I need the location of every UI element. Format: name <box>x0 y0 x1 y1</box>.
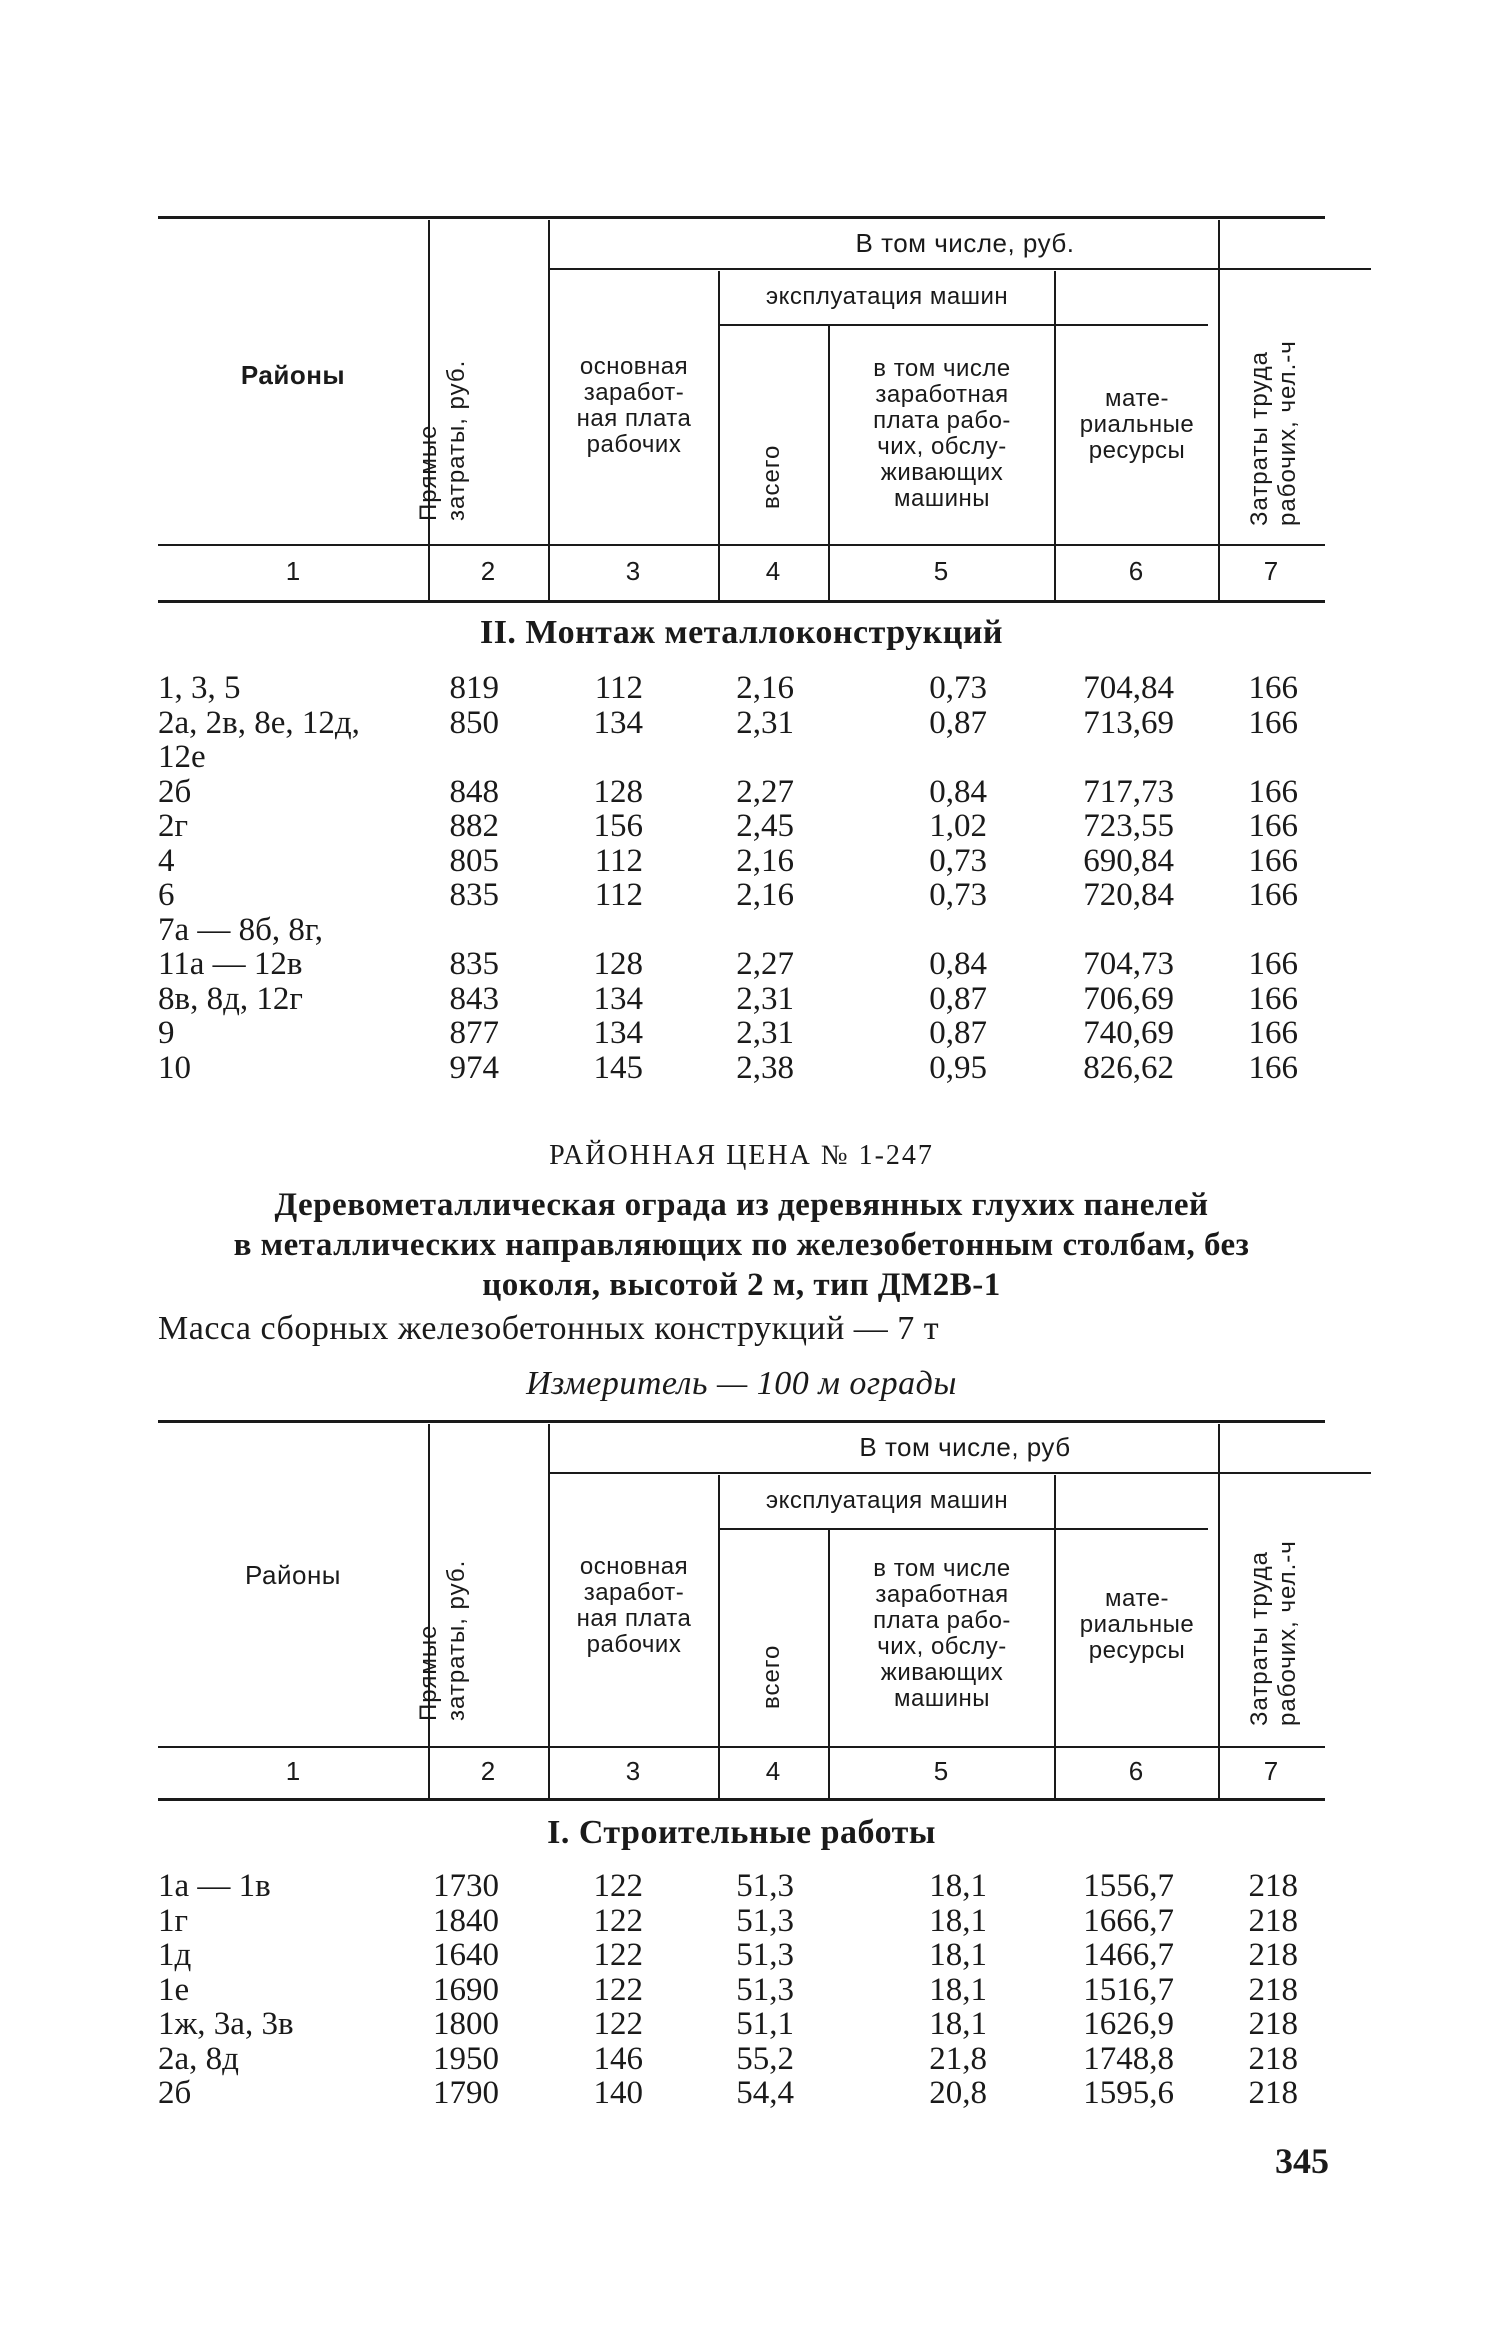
cell-labor: 166 <box>1248 1015 1298 1051</box>
cell-mpay: 0,87 <box>929 1015 987 1051</box>
header-base-pay: основная заработ- ная плата рабочих <box>576 353 692 458</box>
cell-labor: 166 <box>1248 670 1298 706</box>
cell-total: 2,31 <box>736 704 794 741</box>
cell-district: 2б <box>158 2075 192 2111</box>
cell-mpay: 1,02 <box>929 808 987 844</box>
cell-direct: 835 <box>449 946 499 982</box>
table-row <box>0 705 1487 741</box>
price-label: РАЙОННАЯ ЦЕНА № 1-247 <box>549 1140 934 1171</box>
cell-total: 2,27 <box>736 946 794 982</box>
table-row <box>0 1937 1487 1973</box>
cell-materials: 720,84 <box>1083 877 1174 913</box>
header-districts: Районы <box>245 1560 341 1590</box>
cell-mpay: 18,1 <box>929 1868 987 1904</box>
measure-note: Измеритель — 100 м ограды <box>526 1365 957 1402</box>
col-number: 4 <box>765 1756 781 1786</box>
cell-labor: 166 <box>1248 808 1298 844</box>
table-row <box>0 946 1487 982</box>
header-machine-pay: в том числе заработная плата рабо- чих, обслу- живающих машины <box>873 355 1011 512</box>
cell-mpay: 0,73 <box>929 842 987 879</box>
cell-base: 140 <box>593 2075 643 2111</box>
cell-base: 128 <box>593 773 643 810</box>
cell-total: 51,1 <box>736 2006 794 2042</box>
cell-district: 8в, 8д, 12г <box>158 980 303 1017</box>
header-labor: Затраты труда рабочих, чел.-ч <box>1246 1540 1301 1726</box>
table-row <box>0 1050 1487 1086</box>
cell-mpay: 18,1 <box>929 1902 987 1939</box>
header-base-pay: основная заработ- ная плата рабочих <box>576 1553 692 1658</box>
cell-district: 1г <box>158 1902 189 1939</box>
cell-materials: 706,69 <box>1083 980 1174 1017</box>
col-number: 3 <box>625 1756 641 1786</box>
cell-district: 1д <box>158 1937 192 1973</box>
cell-labor: 166 <box>1248 877 1298 913</box>
cell-mpay: 0,87 <box>929 980 987 1017</box>
cell-base: 134 <box>593 980 643 1017</box>
table-row <box>0 1972 1487 2008</box>
cell-direct: 1840 <box>433 1902 499 1939</box>
header-labor: Затраты труда рабочих, чел.-ч <box>1246 340 1301 526</box>
col-number: 1 <box>285 1756 301 1786</box>
cell-materials: 1666,7 <box>1083 1902 1174 1939</box>
col-number: 5 <box>933 1756 949 1786</box>
table-row <box>0 1903 1487 1939</box>
price-title-line: цоколя, высотой 2 м, тип ДМ2В-1 <box>482 1267 1001 1303</box>
header-machine-pay: в том числе заработная плата рабо- чих, обслу- живающих машины <box>873 1555 1011 1712</box>
cell-total: 2,16 <box>736 842 794 879</box>
col-number: 3 <box>625 556 641 586</box>
cell-materials: 1748,8 <box>1083 2040 1174 2077</box>
cell-total: 51,3 <box>736 1971 794 2008</box>
table-row <box>0 877 1487 913</box>
table-row <box>0 774 1487 810</box>
cell-district: 1ж, 3а, 3в <box>158 2006 294 2042</box>
cell-materials: 704,84 <box>1083 670 1174 706</box>
cell-labor: 166 <box>1248 980 1298 1017</box>
cell-labor: 218 <box>1248 1868 1298 1904</box>
cell-district: 9 <box>158 1015 175 1051</box>
cell-direct: 1790 <box>433 2075 499 2111</box>
cell-direct: 843 <box>449 980 499 1017</box>
cell-labor: 166 <box>1248 842 1298 879</box>
cell-labor: 218 <box>1248 1902 1298 1939</box>
cell-mpay: 18,1 <box>929 2006 987 2042</box>
cell-base: 145 <box>593 1049 643 1086</box>
mass-note: Масса сборных железобетонных конструкций — 7 т <box>158 1310 940 1347</box>
cell-mpay: 18,1 <box>929 1937 987 1973</box>
cell-base: 134 <box>593 1015 643 1051</box>
cell-labor: 218 <box>1248 2006 1298 2042</box>
cell-base: 122 <box>593 1971 643 2008</box>
cell-labor: 166 <box>1248 1049 1298 1086</box>
section-title-2: I. Строительные работы <box>547 1814 936 1851</box>
cell-base: 122 <box>593 1937 643 1973</box>
price-title-line: в металлических направляющих по железобетонным столбам, без <box>233 1227 1250 1263</box>
cell-materials: 723,55 <box>1083 808 1174 844</box>
cell-materials: 1595,6 <box>1083 2075 1174 2111</box>
header-direct-costs: Прямые затраты, руб. <box>415 1559 470 1721</box>
cell-total: 2,27 <box>736 773 794 810</box>
cell-district: 1е <box>158 1971 190 2008</box>
table-row <box>0 808 1487 844</box>
cell-base: 156 <box>593 808 643 844</box>
cell-total: 51,3 <box>736 1937 794 1973</box>
cell-base: 112 <box>594 877 643 913</box>
cell-district: 6 <box>158 877 175 913</box>
cell-direct: 805 <box>449 842 499 879</box>
cell-direct: 1950 <box>433 2040 499 2077</box>
cell-labor: 218 <box>1248 1971 1298 2008</box>
cell-base: 112 <box>594 842 643 879</box>
cell-direct: 819 <box>449 670 499 706</box>
header-materials: мате- риальные ресурсы <box>1079 385 1195 464</box>
price-title <box>158 1185 1325 1305</box>
cell-materials: 717,73 <box>1083 773 1174 810</box>
col-number: 5 <box>933 556 949 586</box>
cell-direct: 1690 <box>433 1971 499 2008</box>
cell-total: 54,4 <box>736 2075 794 2111</box>
table-row <box>0 2006 1487 2042</box>
col-number: 2 <box>480 1756 496 1786</box>
header-machine-total: всего <box>758 1644 785 1709</box>
cell-district: 2г <box>158 808 189 844</box>
cell-direct: 1730 <box>433 1868 499 1904</box>
cell-total: 51,3 <box>736 1868 794 1904</box>
cell-labor: 166 <box>1248 773 1298 810</box>
cell-mpay: 0,84 <box>929 773 987 810</box>
cell-total: 2,31 <box>736 1015 794 1051</box>
table-header-1 <box>158 216 1325 606</box>
cell-base: 112 <box>594 670 643 706</box>
cell-materials: 713,69 <box>1083 704 1174 741</box>
price-title-line: Деревометаллическая ограда из деревянных глухих панелей <box>274 1187 1209 1223</box>
cell-mpay: 0,73 <box>929 670 987 706</box>
table-row <box>0 1015 1487 1051</box>
cell-materials: 1556,7 <box>1083 1868 1174 1904</box>
cell-mpay: 0,84 <box>929 946 987 982</box>
cell-district: 10 <box>158 1049 191 1086</box>
col-number: 6 <box>1128 1756 1144 1786</box>
col-number: 7 <box>1263 1756 1279 1786</box>
cell-materials: 826,62 <box>1083 1049 1174 1086</box>
cell-total: 2,45 <box>736 808 794 844</box>
cell-mpay: 21,8 <box>929 2040 987 2077</box>
cell-mpay: 0,95 <box>929 1049 987 1086</box>
cell-base: 134 <box>593 704 643 741</box>
cell-materials: 704,73 <box>1083 946 1174 982</box>
cell-labor: 166 <box>1248 704 1298 741</box>
cell-district: 12е <box>158 739 206 775</box>
section-title-1: II. Монтаж металлоконструкций <box>479 614 1004 651</box>
cell-district: 1, 3, 5 <box>158 670 241 706</box>
page-number: 345 <box>1275 2141 1329 2181</box>
cell-labor: 166 <box>1248 946 1298 982</box>
cell-materials: 740,69 <box>1083 1015 1174 1051</box>
cell-base: 122 <box>593 1902 643 1939</box>
table-row <box>0 1868 1487 1904</box>
cell-base: 146 <box>593 2040 643 2077</box>
cell-total: 2,16 <box>736 877 794 913</box>
col-number: 7 <box>1263 556 1279 586</box>
cell-direct: 1800 <box>433 2006 499 2042</box>
table-row <box>0 2041 1487 2077</box>
cell-base: 128 <box>593 946 643 982</box>
header-machines: эксплуатация машин <box>765 283 1009 310</box>
table-row <box>0 670 1487 706</box>
cell-direct: 850 <box>449 704 499 741</box>
cell-materials: 1626,9 <box>1083 2006 1174 2042</box>
header-including: В том числе, руб <box>859 1432 1071 1462</box>
cell-total: 2,31 <box>736 980 794 1017</box>
cell-direct: 877 <box>449 1015 499 1051</box>
cell-mpay: 18,1 <box>929 1971 987 2008</box>
cell-district: 2б <box>158 773 192 810</box>
table-row <box>0 2075 1487 2111</box>
cell-direct: 848 <box>449 773 499 810</box>
header-districts: Районы <box>240 360 346 390</box>
cell-mpay: 20,8 <box>929 2075 987 2111</box>
table-row <box>0 739 1487 775</box>
table-row <box>0 912 1487 948</box>
header-machine-total: всего <box>758 444 785 509</box>
cell-total: 2,16 <box>736 670 794 706</box>
cell-mpay: 0,87 <box>929 704 987 741</box>
col-number: 4 <box>765 556 781 586</box>
cell-direct: 882 <box>449 808 499 844</box>
header-materials: мате- риальные ресурсы <box>1079 1585 1195 1664</box>
cell-district: 1а — 1в <box>158 1868 271 1904</box>
cell-district: 11а — 12в <box>158 946 303 982</box>
cell-labor: 218 <box>1248 2075 1298 2111</box>
cell-direct: 835 <box>449 877 499 913</box>
table-header-2 <box>158 1420 1325 1810</box>
table-row <box>0 843 1487 879</box>
header-machines: эксплуатация машин <box>765 1487 1009 1514</box>
cell-labor: 218 <box>1248 2040 1298 2077</box>
cell-base: 122 <box>593 2006 643 2042</box>
cell-materials: 690,84 <box>1083 842 1174 879</box>
col-number: 1 <box>285 556 301 586</box>
cell-district: 4 <box>158 842 175 879</box>
cell-direct: 1640 <box>433 1937 499 1973</box>
cell-materials: 1516,7 <box>1083 1971 1174 2008</box>
header-direct-costs: Прямые затраты, руб. <box>415 359 470 521</box>
cell-district: 7а — 8б, 8г, <box>158 911 323 948</box>
cell-base: 122 <box>593 1868 643 1904</box>
col-number: 6 <box>1128 556 1144 586</box>
cell-district: 2а, 8д <box>158 2040 239 2077</box>
cell-mpay: 0,73 <box>929 877 987 913</box>
table-row <box>0 981 1487 1017</box>
cell-direct: 974 <box>449 1049 499 1086</box>
cell-materials: 1466,7 <box>1083 1937 1174 1973</box>
cell-total: 51,3 <box>736 1902 794 1939</box>
col-number: 2 <box>480 556 496 586</box>
cell-labor: 218 <box>1248 1937 1298 1973</box>
cell-total: 55,2 <box>736 2040 794 2077</box>
header-including: В том числе, руб. <box>855 228 1075 258</box>
cell-district: 2а, 2в, 8е, 12д, <box>158 704 360 741</box>
cell-total: 2,38 <box>736 1049 794 1086</box>
